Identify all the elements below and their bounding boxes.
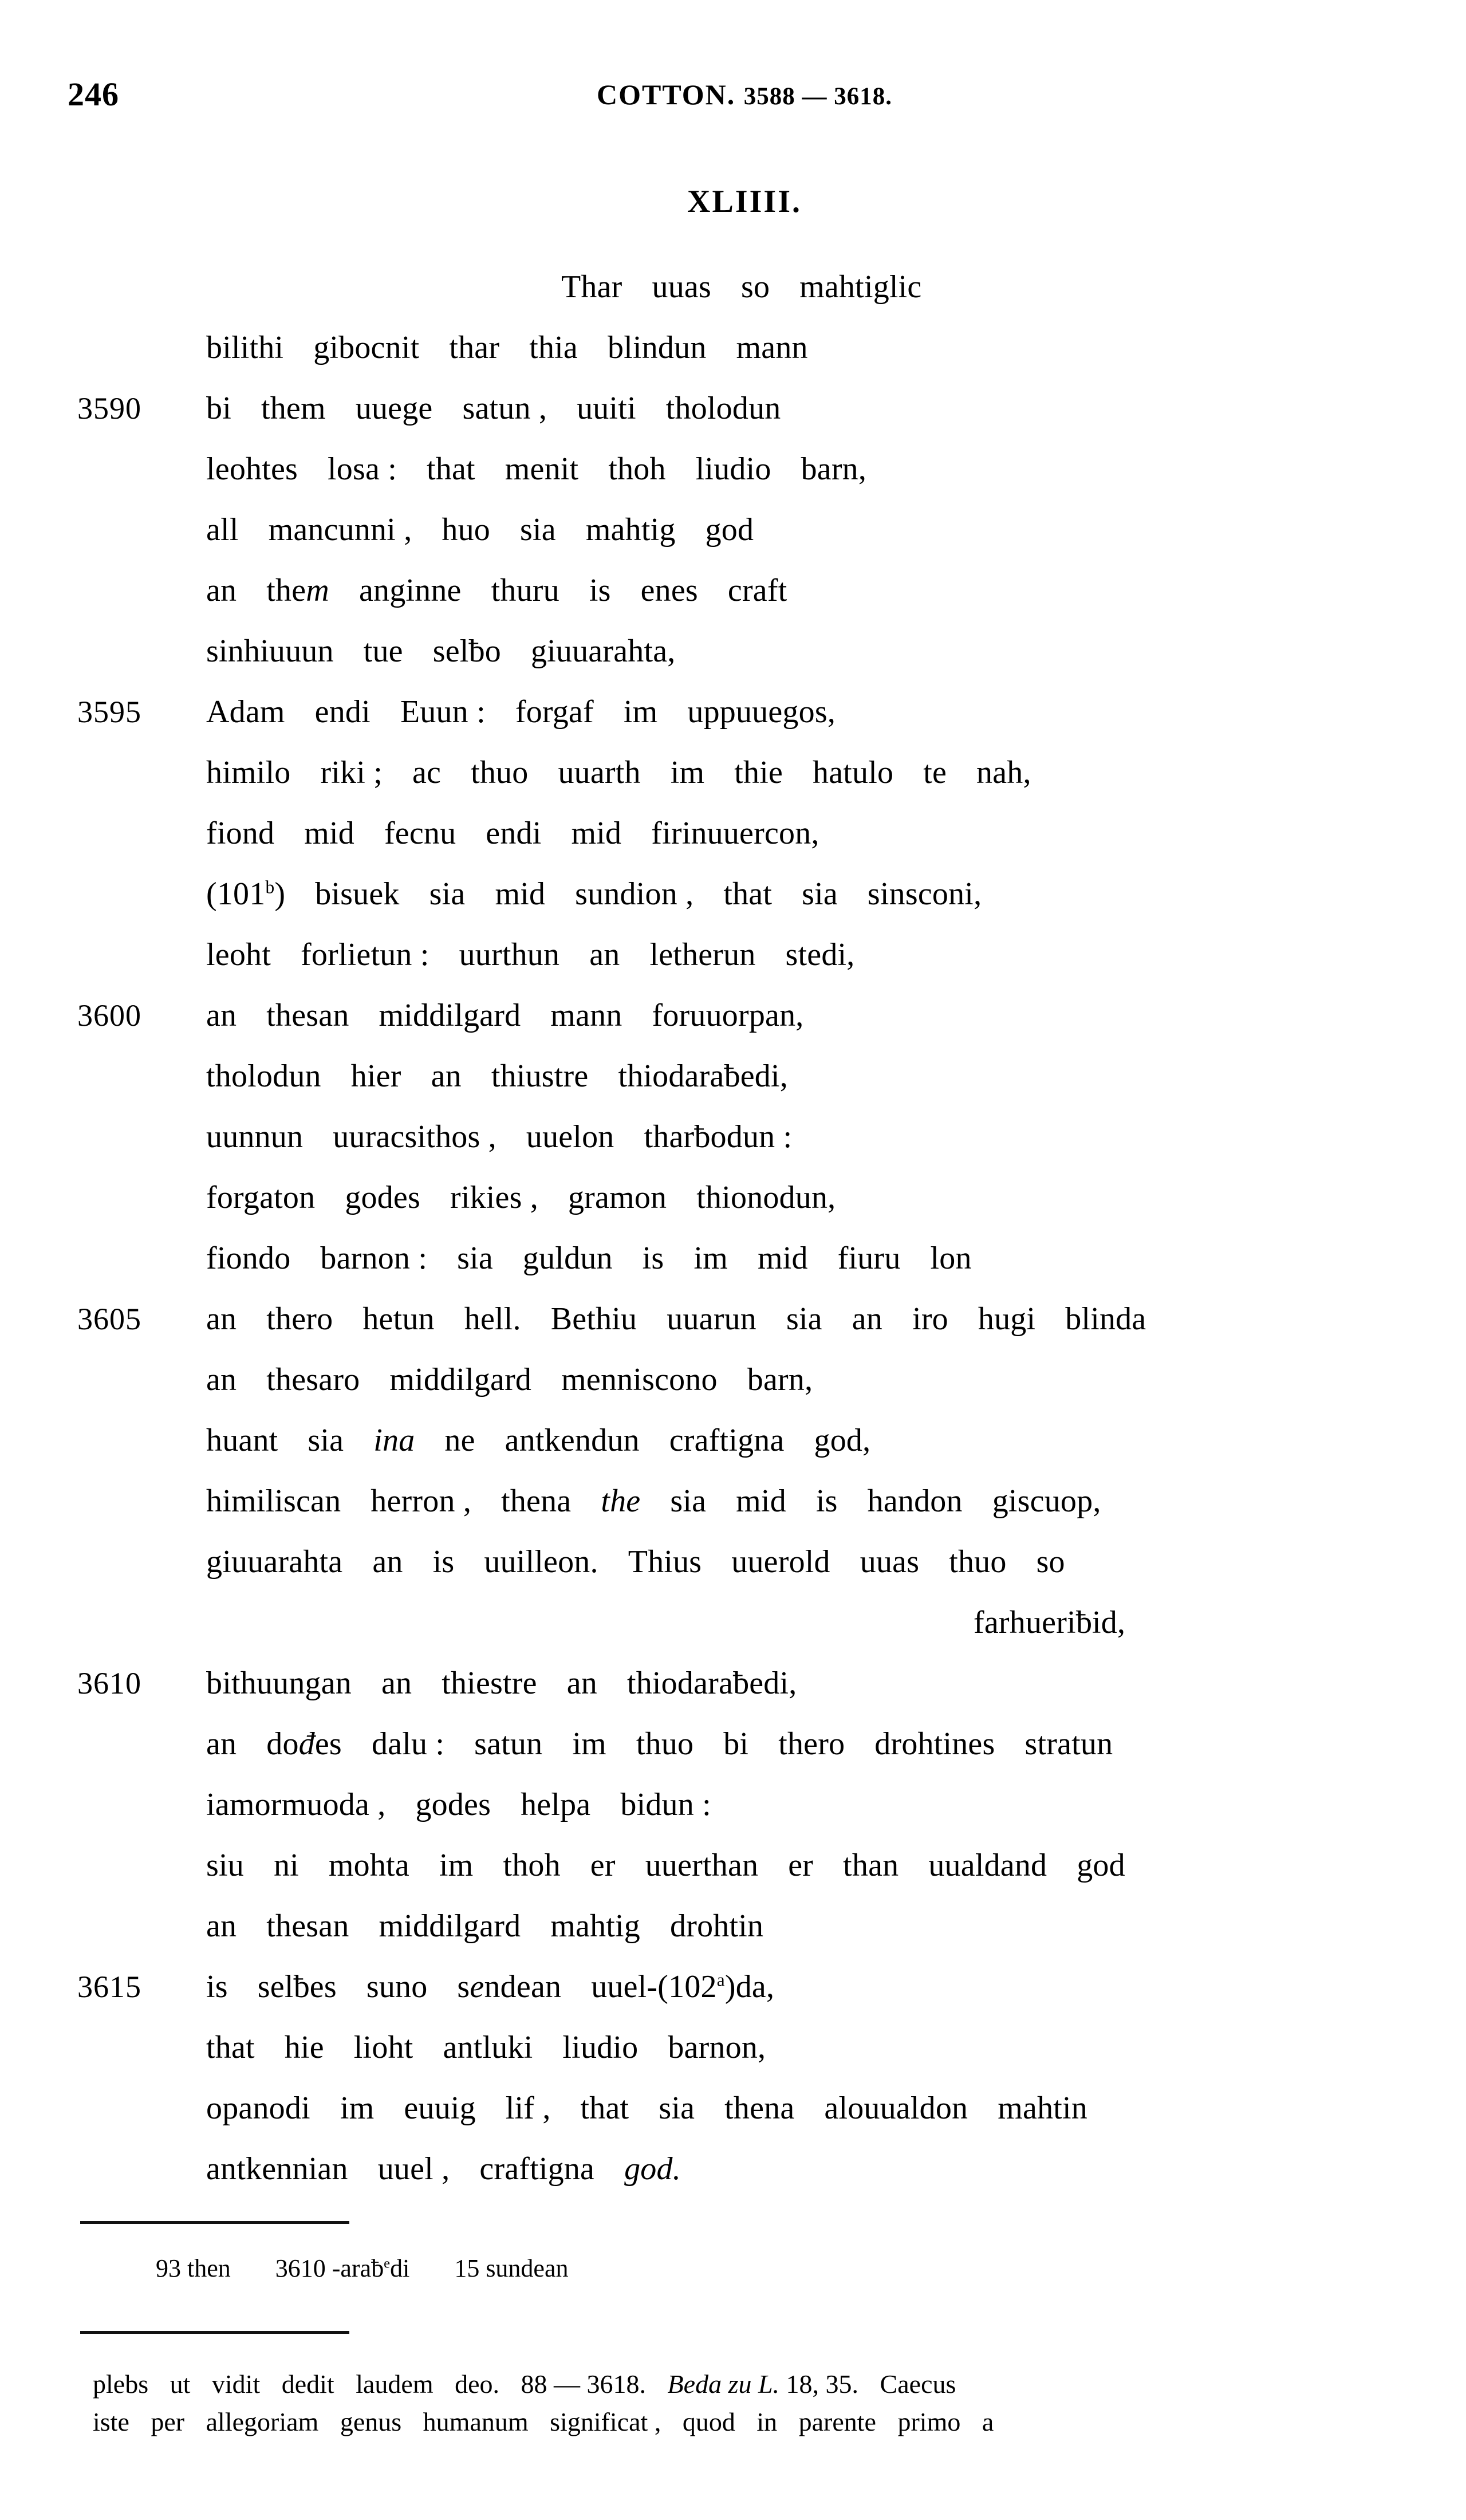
critical-apparatus [0,2251,1466,2286]
running-head [0,74,1466,115]
section-heading: XLIIII. [687,184,802,219]
verse-text: an thesan middilgard mann foruuorpan, [206,998,804,1033]
verse-line [0,1410,1466,1471]
verse-line [0,1956,1466,2017]
verse-text: himiliscan herron , thena the sia mid is handon giscuop, [206,1483,1101,1519]
verse-line [0,1774,1466,1835]
verse-line [0,924,1466,985]
verse-text: giuuarahta an is uuilleon. Thius uuerold uuas thuo so [206,1544,1065,1580]
verse-line [0,1896,1466,1956]
verse-text: an thesan middilgard mahtig drohtin [206,1908,764,1944]
running-head-title [0,74,1466,117]
verse-line [0,439,1466,499]
verse-text: siu ni mohta im thoh er uuerthan er than uualdand god [206,1848,1125,1883]
verse-line [0,317,1466,378]
verse-text: that hie lioht antluki liudio barnon, [206,2030,766,2065]
verse-block [0,257,1466,2199]
verse-line [0,1167,1466,1228]
verse-text: huant sia ina ne antkendun craftigna god, [206,1423,871,1458]
apparatus-rule-top [80,2221,349,2224]
commentary-block [93,2365,1381,2441]
verse-line [0,2139,1466,2199]
running-head-line-range: 3588 — 3618. [743,83,893,110]
verse-number: 3610 [77,1666,141,1700]
verse-text: an thesaro middilgard menniscono barn, [206,1362,813,1397]
commentary-line-2: iste per allegoriam genus humanum significat , quod in parente primo a [93,2407,994,2436]
verse-text: all mancunni , huo sia mahtig god [206,512,754,548]
verse-text: bi them uuege satun , uuiti tholodun [206,391,781,426]
verse-text: iamormuoda , godes helpa bidun : [206,1787,711,1822]
verse-line [0,1046,1466,1107]
verse-line [0,1289,1466,1349]
verse-line [0,864,1466,924]
verse-number: 3615 [77,1970,141,2004]
verse-text: leohtes losa : that menit thoh liudio barn, [206,451,867,487]
verse-text: Adam endi Euun : forgaf im uppuuegos, [206,694,836,730]
verse-line [0,1471,1466,1531]
verse-line [0,378,1466,439]
verse-line [0,1714,1466,1774]
verse-line [0,1107,1466,1167]
verse-line [0,621,1466,682]
verse-line [0,1349,1466,1410]
verse-line [0,1653,1466,1714]
verse-line [0,985,1466,1046]
apparatus-rule-bottom [80,2331,349,2334]
commentary-line-1: plebs ut vidit dedit laudem deo. 88 — 3618. Beda zu L. 18, 35. Caecus [93,2369,956,2399]
verse-text: bilithi gibocnit thar thia blindun mann [206,330,808,365]
verse-text: leoht forlietun : uurthun an letherun stedi, [206,937,855,972]
verse-line [0,682,1466,742]
verse-line [0,803,1466,864]
verse-text: opanodi im euuig lif , that sia thena alouualdon mahtin [206,2090,1087,2126]
verse-line [0,257,1466,317]
running-head-work: COTTON. [596,78,736,111]
verse-line [0,742,1466,803]
verse-text: farhueriƀid, [974,1605,1126,1640]
page-number: 246 [68,76,119,113]
verse-number: 3590 [77,391,141,426]
verse-line [0,499,1466,560]
verse-number: 3600 [77,998,141,1033]
verse-text: (101$^b$) bisuek sia mid sundion , that sia sinsconi, [206,876,982,912]
verse-text: antkennian uuel , craftigna god. [206,2151,681,2187]
verse-text: bithuungan an thiestre an thiodaraƀedi, [206,1665,797,1701]
verse-line [0,1835,1466,1896]
verse-text: an thero hetun hell. Bethiu uuarun sia an iro hugi blinda [206,1301,1146,1337]
verse-text: himilo riki ; ac thuo uuarth im thie hatulo te nah, [206,755,1031,790]
verse-line [0,1592,1466,1653]
verse-text: is selƀes suno sendean uuel-(102$^a$)da, [206,1969,775,2005]
verse-line [0,2078,1466,2139]
verse-text: Thar uuas so mahtiglic [561,269,922,305]
verse-line [0,1228,1466,1289]
verse-number: 3595 [77,695,141,729]
verse-line [0,1531,1466,1592]
apparatus-line: 93 then 3610 -araƀ$^e$di 15 sundean [156,2254,569,2282]
verse-text: an dođes dalu : satun im thuo bi thero drohtines stratun [206,1726,1113,1762]
verse-line [0,560,1466,621]
verse-text: sinhiuuun tue selƀo giuuarahta, [206,633,676,669]
verse-text: fiondo barnon : sia guldun is im mid fiuru lon [206,1241,972,1276]
verse-text: tholodun hier an thiustre thiodaraƀedi, [206,1058,788,1094]
verse-text: an them anginne thuru is enes craft [206,573,787,608]
verse-text: fiond mid fecnu endi mid firinuuercon, [206,816,819,851]
verse-text: forgaton godes rikies , gramon thionodun, [206,1180,836,1215]
verse-text: uunnun uuracsithos , uuelon tharƀodun : [206,1119,793,1155]
verse-line [0,2017,1466,2078]
verse-number: 3605 [77,1302,141,1336]
